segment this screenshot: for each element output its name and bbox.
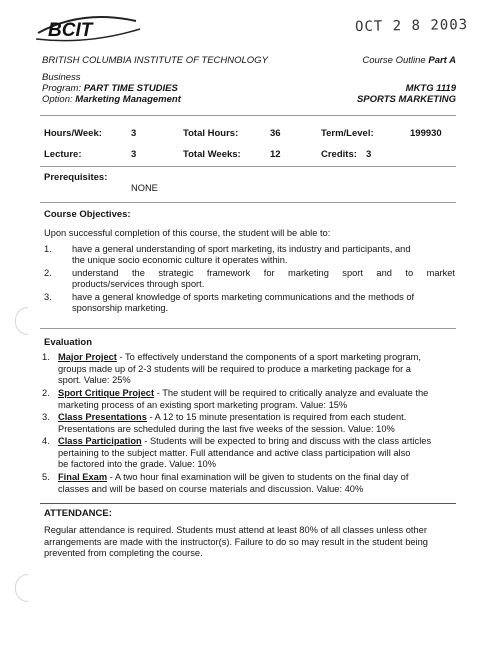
- evaluation-item: [58, 412, 455, 435]
- program-label: Program:: [42, 83, 82, 94]
- evaluation-item: [58, 472, 455, 495]
- evaluation-text: classes and will be based on course materials and discussion. Value: 40%: [58, 483, 364, 494]
- course-code: MKTG 1119: [405, 83, 456, 94]
- logo-text: BCIT: [48, 20, 93, 41]
- term-value: 199930: [410, 128, 442, 139]
- divider: [40, 166, 456, 167]
- bcit-logo: [32, 11, 144, 43]
- lecture-label: Lecture:: [44, 149, 82, 160]
- objective-number: 3.: [44, 292, 52, 302]
- evaluation-text: - Students will be expected to bring and discuss with the class articles: [144, 436, 432, 446]
- divider: [40, 115, 456, 116]
- evaluation-text: marketing process of an existing sport marketing program. Value: 15%: [58, 399, 348, 410]
- objective-line: sponsorship marketing.: [72, 303, 169, 313]
- objective-item: [72, 292, 455, 314]
- program-value: PART TIME STUDIES: [83, 83, 178, 94]
- attendance-heading: ATTENDANCE:: [44, 508, 112, 519]
- evaluation-text: - A two hour final examination will be given to students on the final day of: [109, 472, 409, 482]
- divider: [40, 503, 456, 504]
- credits-value: 3: [366, 149, 372, 160]
- objective-number: 2.: [44, 268, 52, 278]
- total-hours-label: Total Hours:: [183, 128, 239, 139]
- attendance-line: arrangements are made with the instructor(s). Failure to do so may result in the student being: [44, 536, 428, 547]
- prerequisites-label: Prerequisites:: [44, 172, 108, 183]
- evaluation-item: [58, 388, 455, 411]
- option-line: [42, 94, 181, 105]
- objective-line: the unique socio economic culture it operates within.: [72, 255, 288, 265]
- attendance-line: prevented from completing the course.: [44, 548, 203, 558]
- date-stamp: OCT 2 8 2003: [354, 17, 469, 35]
- school-name: Business: [42, 72, 81, 83]
- punch-hole-mark: [15, 574, 28, 602]
- evaluation-item: [58, 436, 455, 471]
- objective-line: products/services through sport.: [72, 279, 205, 289]
- evaluation-text: sport. Value: 25%: [58, 375, 131, 385]
- evaluation-number: 2.: [42, 388, 50, 398]
- evaluation-title: Major Project: [58, 352, 117, 362]
- hours-week-value: 3: [131, 128, 137, 139]
- objective-line: understand the strategic framework for marketing sport and to market: [72, 268, 455, 278]
- attendance-text: [44, 525, 456, 560]
- evaluation-number: 3.: [42, 412, 50, 422]
- evaluation-text: - A 12 to 15 minute presentation is required from each student.: [149, 412, 407, 422]
- evaluation-number: 5.: [42, 472, 50, 482]
- evaluation-text: - The student will be required to critically analyze and evaluate the: [156, 388, 429, 398]
- evaluation-heading: Evaluation: [44, 337, 93, 348]
- evaluation-text: pertaining to the subject matter. Full attendance and active class participation will also: [58, 447, 411, 458]
- objective-item: [72, 268, 455, 290]
- outline-label-text: Course Outline: [362, 55, 426, 66]
- evaluation-text: be factored into the grade. Value: 10%: [58, 459, 216, 469]
- prerequisites-value: NONE: [131, 183, 158, 193]
- course-name: SPORTS MARKETING: [356, 94, 456, 105]
- objective-item: [72, 244, 455, 266]
- objective-line: have a general understanding of sport marketing, its industry and participants, and: [72, 244, 411, 254]
- total-hours-value: 36: [270, 128, 281, 139]
- objective-line: have a general knowledge of sports marketing communications and the methods of: [72, 292, 415, 302]
- divider: [40, 202, 456, 203]
- objective-number: 1.: [44, 244, 52, 254]
- evaluation-title: Sport Critique Project: [58, 388, 155, 398]
- evaluation-text: - To effectively understand the components of a sport marketing program,: [119, 352, 421, 362]
- institute-name: BRITISH COLUMBIA INSTITUTE OF TECHNOLOGY: [42, 55, 268, 66]
- hours-week-label: Hours/Week:: [44, 128, 102, 139]
- program-line: [42, 83, 178, 94]
- attendance-line: Regular attendance is required. Students must attend at least 80% of all classes unless other: [44, 525, 427, 535]
- punch-hole-mark: [15, 307, 28, 335]
- objectives-intro: Upon successful completion of this course, the student will be able to:: [44, 228, 331, 238]
- total-weeks-value: 12: [270, 149, 281, 160]
- evaluation-number: 4.: [42, 436, 50, 446]
- evaluation-number: 1.: [42, 352, 50, 362]
- evaluation-text: Presentations are scheduled during the last five weeks of the session. Value: 10%: [58, 423, 395, 434]
- outline-label: [362, 55, 456, 66]
- evaluation-text: groups made up of 2-3 students will be required to produce a marketing package for a: [58, 363, 411, 374]
- evaluation-item: [58, 352, 455, 387]
- lecture-value: 3: [131, 149, 137, 160]
- option-value: Marketing Management: [75, 94, 181, 105]
- total-weeks-label: Total Weeks:: [183, 149, 241, 160]
- outline-part: Part A: [428, 55, 456, 66]
- evaluation-title: Final Exam: [58, 472, 108, 482]
- option-label: Option:: [42, 94, 73, 105]
- credits-label: Credits:: [321, 149, 357, 160]
- evaluation-title: Class Participation: [58, 436, 142, 446]
- objectives-heading: Course Objectives:: [44, 209, 131, 220]
- term-label: Term/Level:: [321, 128, 374, 139]
- divider: [40, 328, 456, 329]
- evaluation-title: Class Presentations: [58, 412, 147, 422]
